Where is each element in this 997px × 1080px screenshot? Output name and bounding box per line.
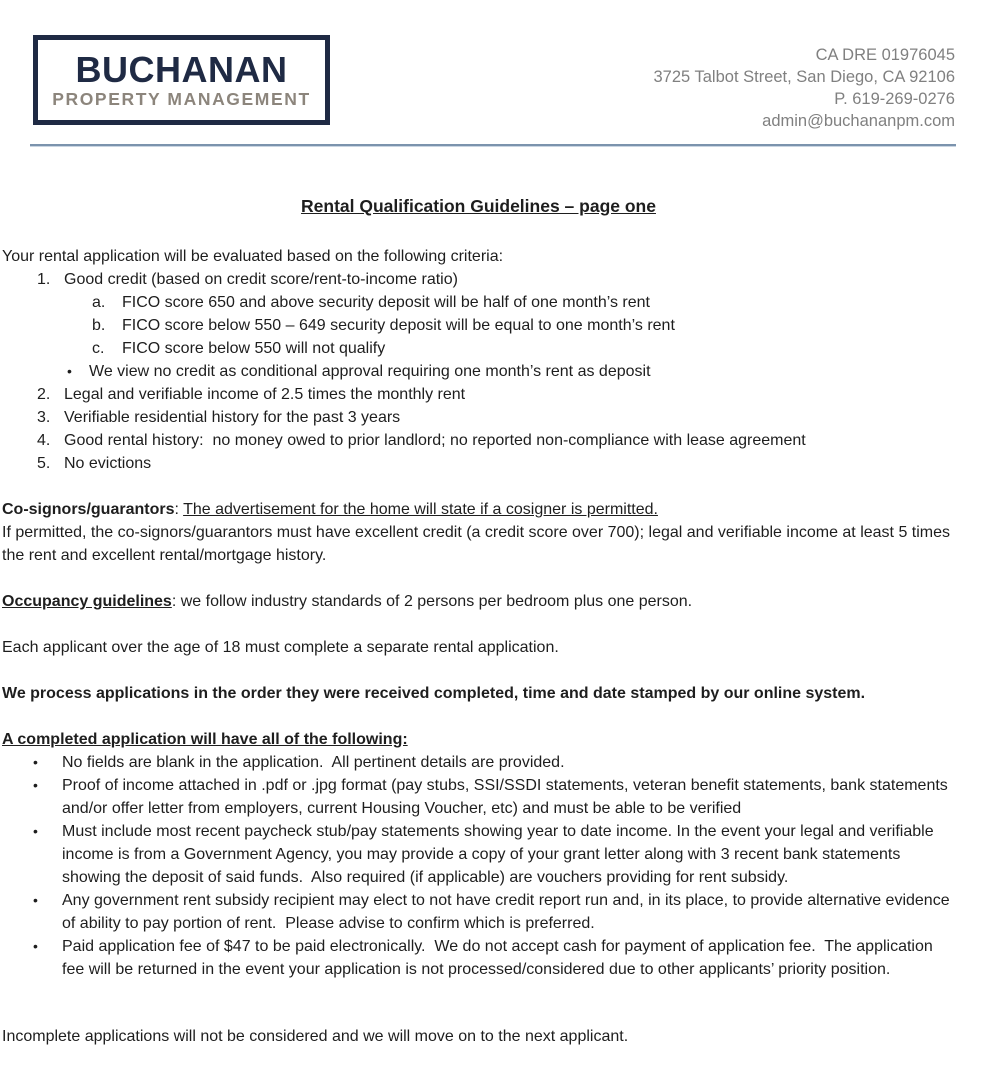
list-letter: a. bbox=[92, 294, 106, 311]
list-text: Paid application fee of $47 to be paid electronically. We do not accept cash for payment of application fee. The application fee will be returned in the event your application is not processed/considered due to other applicants’ priority position. bbox=[62, 938, 938, 978]
intro-line: Your rental application will be evaluated based on the following criteria: bbox=[2, 248, 504, 265]
list-text: Must include most recent paycheck stub/pay statements showing year to date income. In the event your legal and verifiable income is from a Government Agency, you may provide a copy of your grant letter along with 3 recent bank statements showing the deposit of said funds. Also required (if applicable) are vouchers providing for rent subsidy. bbox=[62, 823, 939, 886]
incomplete-applications-note bbox=[2, 1025, 955, 1048]
contact-email: admin@buchananpm.com bbox=[762, 112, 955, 130]
list-text: No fields are blank in the application. All pertinent details are provided. bbox=[62, 754, 565, 771]
separate-application-note bbox=[2, 636, 955, 659]
bullet-icon: • bbox=[33, 823, 38, 839]
logo-company-name: BUCHANAN bbox=[75, 48, 288, 90]
completed-application-heading-text: A completed application will have all of the following: bbox=[2, 731, 408, 748]
list-text: Verifiable residential history for the past 3 years bbox=[64, 409, 401, 426]
list-text: We view no credit as conditional approval requiring one month’s rent as deposit bbox=[89, 363, 651, 380]
no-credit-bullet bbox=[2, 360, 955, 383]
contact-license: CA DRE 01976045 bbox=[815, 46, 955, 64]
criteria-item-1 bbox=[2, 268, 955, 291]
completed-bullet-3 bbox=[2, 820, 955, 889]
list-text: Proof of income attached in .pdf or .jpg format (pay stubs, SSI/SSDI statements, veteran benefit statements, bank statements and/or offer letter from employers, current Housing Voucher, etc) and must be able to be verified bbox=[62, 777, 953, 817]
criteria-item-4 bbox=[2, 429, 955, 452]
list-text: FICO score below 550 – 649 security deposit will be equal to one month’s rent bbox=[122, 317, 675, 334]
completed-bullet-2 bbox=[2, 774, 955, 820]
completed-application-heading bbox=[2, 728, 955, 751]
criteria-item-1a bbox=[2, 291, 955, 314]
bullet-icon: • bbox=[33, 754, 38, 770]
list-text: No evictions bbox=[64, 455, 152, 472]
criteria-item-1b bbox=[2, 314, 955, 337]
cosigners-lead-line bbox=[2, 501, 658, 518]
bullet-icon: • bbox=[67, 363, 72, 379]
list-number: 3. bbox=[37, 409, 51, 426]
list-text: Good credit (based on credit score/rent-to-income ratio) bbox=[64, 271, 458, 288]
occupancy-text: : we follow industry standards of 2 persons per bedroom plus one person. bbox=[171, 593, 693, 610]
list-number: 5. bbox=[37, 455, 51, 472]
contact-phone: P. 619-269-0276 bbox=[834, 90, 955, 108]
list-text: Any government rent subsidy recipient may elect to not have credit report run and, in its place, to provide alternative evidence of ability to pay portion of rent. Please advise to confirm which is preferred. bbox=[62, 892, 955, 932]
page-title bbox=[2, 195, 955, 218]
cosigners-separator: : bbox=[174, 501, 184, 518]
occupancy-section bbox=[2, 590, 955, 613]
cosigners-label: Co-signors/guarantors bbox=[2, 501, 175, 518]
criteria-item-5 bbox=[2, 452, 955, 475]
separate-application-text: Each applicant over the age of 18 must complete a separate rental application. bbox=[2, 639, 559, 656]
logo-tagline: PROPERTY MANAGEMENT bbox=[52, 88, 311, 109]
list-number: 2. bbox=[37, 386, 51, 403]
contact-address: 3725 Talbot Street, San Diego, CA 92106 bbox=[653, 68, 955, 86]
list-text: Good rental history: no money owed to prior landlord; no reported non-compliance with lease agreement bbox=[64, 432, 806, 449]
criteria-item-1c bbox=[2, 337, 955, 360]
criteria-item-3 bbox=[2, 406, 955, 429]
list-letter: c. bbox=[92, 340, 105, 357]
completed-bullet-5 bbox=[2, 935, 955, 981]
list-text: FICO score below 550 will not qualify bbox=[122, 340, 386, 357]
completed-bullet-4 bbox=[2, 889, 955, 935]
cosigners-section bbox=[2, 498, 955, 567]
list-text: FICO score 650 and above security deposit will be half of one month’s rent bbox=[122, 294, 650, 311]
cosigners-body: If permitted, the co-signors/guarantors must have excellent credit (a credit score over 700); legal and verifiable income at least 5 times the rent and excellent rental/mortgage history. bbox=[2, 524, 955, 564]
cosigners-underlined-statement: The advertisement for the home will state if a cosigner is permitted. bbox=[183, 501, 658, 518]
bullet-icon: • bbox=[33, 938, 38, 954]
bullet-icon: • bbox=[33, 892, 38, 908]
process-order-note bbox=[2, 682, 955, 705]
list-number: 1. bbox=[37, 271, 51, 288]
list-text: Legal and verifiable income of 2.5 times the monthly rent bbox=[64, 386, 466, 403]
incomplete-applications-text: Incomplete applications will not be considered and we will move on to the next applicant. bbox=[2, 1028, 629, 1045]
list-number: 4. bbox=[37, 432, 51, 449]
list-letter: b. bbox=[92, 317, 106, 334]
bullet-icon: • bbox=[33, 777, 38, 793]
process-order-text: We process applications in the order they were received completed, time and date stamped by our online system. bbox=[2, 685, 866, 702]
criteria-item-2 bbox=[2, 383, 955, 406]
completed-bullet-1 bbox=[2, 751, 955, 774]
page-title-text: Rental Qualification Guidelines – page one bbox=[301, 196, 656, 216]
occupancy-label: Occupancy guidelines bbox=[2, 593, 172, 610]
